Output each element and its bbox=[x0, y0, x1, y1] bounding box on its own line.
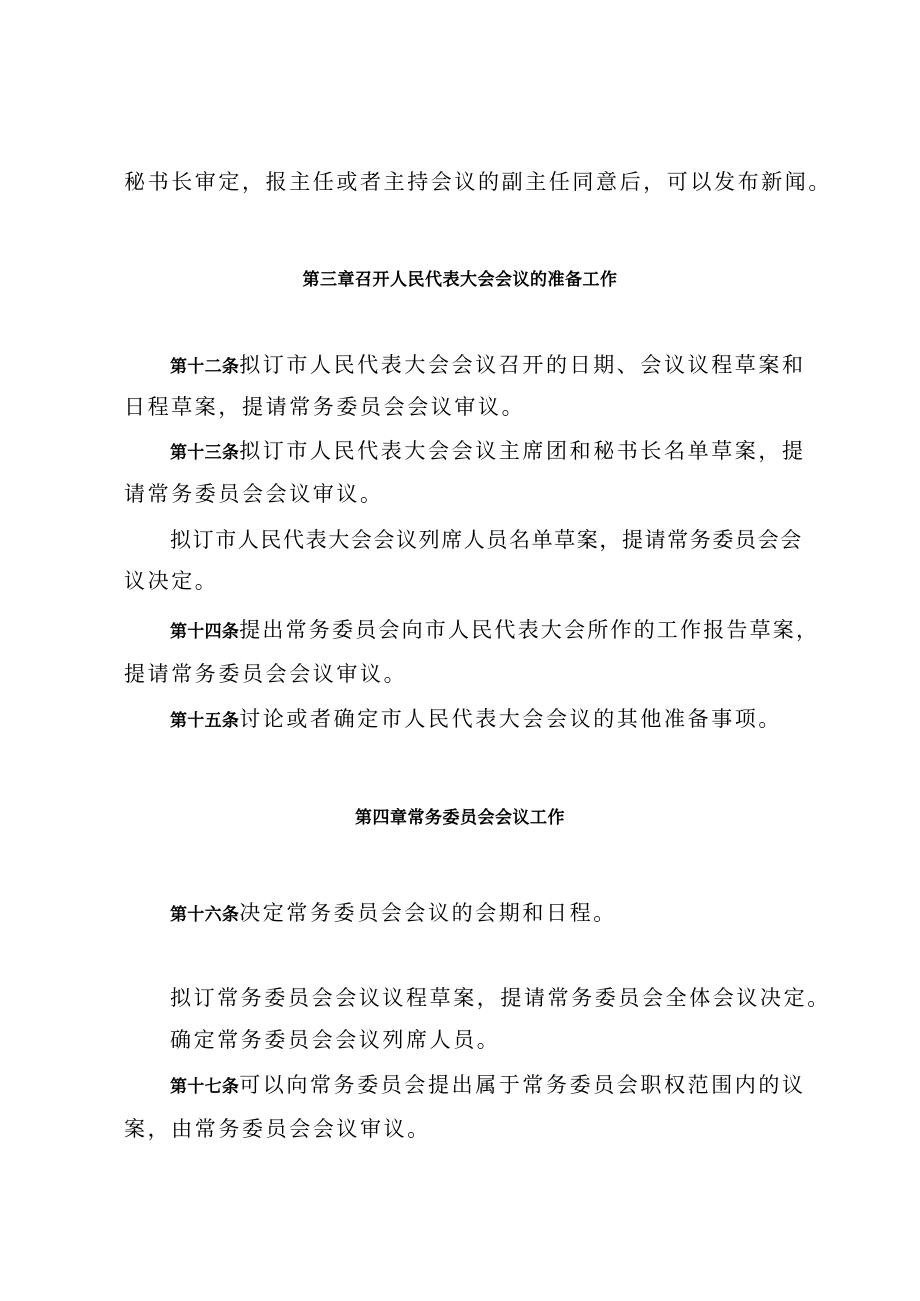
article-number: 第十七条 bbox=[170, 1077, 240, 1097]
article-number: 第十三条 bbox=[170, 443, 240, 463]
chapter-heading-4: 第四章常务委员会会议工作 bbox=[355, 808, 565, 828]
article-13-line-2: 请常务委员会会议审议。 bbox=[124, 482, 384, 506]
article-14-line-2: 提请常务委员会会议审议。 bbox=[124, 662, 408, 686]
article-17-line-1 bbox=[170, 1070, 806, 1102]
article-14-line-1 bbox=[170, 615, 819, 647]
article-17-line-2: 案，由常务委员会会议审议。 bbox=[124, 1117, 431, 1141]
paragraph-line: 确定常务委员会会议列席人员。 bbox=[170, 1028, 501, 1052]
article-text: 拟订市人民代表大会会议召开的日期、会议议程草案和 bbox=[239, 353, 806, 377]
article-12-line-2: 日程草案，提请常务委员会会议审议。 bbox=[124, 395, 526, 419]
article-number: 第十四条 bbox=[170, 622, 240, 642]
article-text: 可以向常务委员会提出属于常务委员会职权范围内的议 bbox=[239, 1073, 806, 1097]
article-text: 提出常务委员会向市人民代表大会所作的工作报告草案， bbox=[239, 618, 820, 642]
paragraph-line: 议决定。 bbox=[124, 569, 219, 593]
paragraph-line: 拟订常务委员会会议议程草案，提请常务委员会全体会议决定。 bbox=[170, 986, 831, 1010]
article-number: 第十六条 bbox=[170, 905, 240, 925]
article-12-line-1 bbox=[170, 350, 806, 382]
paragraph-line: 拟订市人民代表大会会议列席人员名单草案，提请常务委员会会 bbox=[170, 528, 803, 552]
article-number: 第十五条 bbox=[170, 711, 240, 731]
article-15-line-1 bbox=[170, 704, 782, 736]
article-number: 第十二条 bbox=[170, 357, 240, 377]
article-16-line-1 bbox=[170, 898, 617, 930]
article-text: 拟订市人民代表大会会议主席团和秘书长名单草案，提 bbox=[239, 439, 806, 463]
article-13-line-1 bbox=[170, 436, 806, 468]
article-text: 决定常务委员会会议的会期和日程。 bbox=[239, 901, 617, 925]
paragraph-line: 秘书长审定，报主任或者主持会议的副主任同意后，可以发布新闻。 bbox=[124, 170, 832, 194]
chapter-heading-3: 第三章召开人民代表大会会议的准备工作 bbox=[302, 270, 618, 290]
article-text: 讨论或者确定市人民代表大会会议的其他准备事项。 bbox=[239, 707, 783, 731]
